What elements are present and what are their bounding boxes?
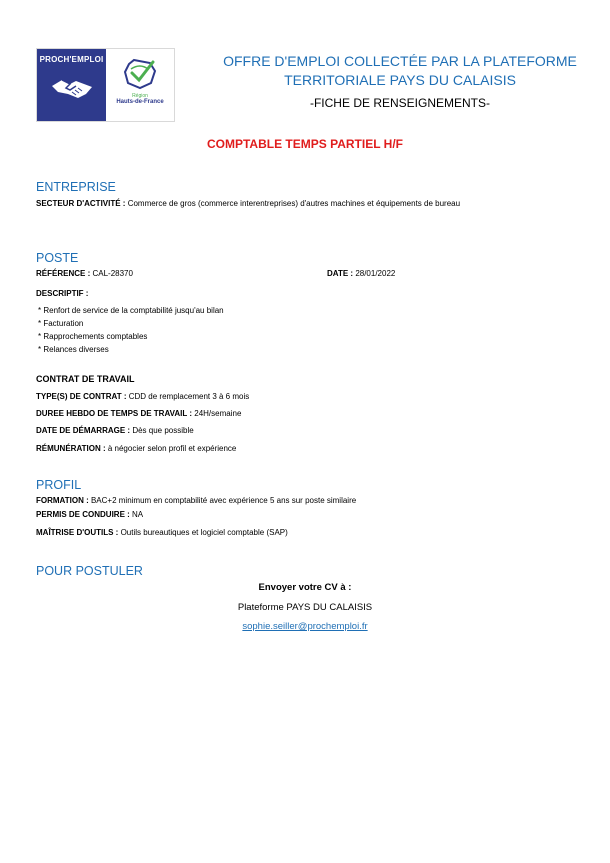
- logo-right-panel: [106, 49, 174, 121]
- descriptif-label: DESCRIPTIF :: [36, 289, 89, 298]
- logo-left-panel: [37, 49, 106, 121]
- job-title: COMPTABLE TEMPS PARTIEL H/F: [206, 137, 403, 151]
- section-heading-postuler: POUR POSTULER: [36, 564, 143, 578]
- permis-label: PERMIS DE CONDUIRE :: [36, 510, 130, 519]
- reference-row: [36, 269, 133, 279]
- title-line-2: TERRITORIALE PAYS DU CALAISIS: [284, 72, 516, 88]
- section-heading-entreprise: ENTREPRISE: [36, 180, 116, 194]
- date-demarrage-value: Dès que possible: [132, 426, 194, 435]
- logo-brand-text: PROCH'EMPLOI: [39, 55, 104, 64]
- reference-value: CAL-28370: [92, 269, 133, 278]
- outils-value: Outils bureautiques et logiciel comptable (SAP): [120, 528, 288, 537]
- remuneration-label: RÉMUNÉRATION :: [36, 444, 106, 453]
- section-heading-poste: POSTE: [36, 251, 79, 265]
- remuneration-row: [36, 444, 236, 454]
- document-subtitle: -FICHE DE RENSEIGNEMENTS-: [309, 96, 490, 110]
- secteur-activite-row: [36, 199, 460, 209]
- formation-row: [36, 496, 356, 506]
- secteur-label: SECTEUR D'ACTIVITÉ :: [36, 199, 126, 208]
- section-heading-profil: PROFIL: [36, 478, 82, 492]
- duree-hebdo-row: [36, 409, 241, 419]
- formation-value: BAC+2 minimum en comptabilité avec expérience 5 ans sur poste similaire: [90, 496, 357, 505]
- list-item: * Renfort de service de la comptabilité jusqu'au bilan: [38, 306, 224, 315]
- envoyer-cv-text: Envoyer votre CV à :: [258, 582, 352, 593]
- type-contrat-value: CDD de remplacement 3 à 6 mois: [128, 392, 250, 401]
- duree-hebdo-label: DUREE HEBDO DE TEMPS DE TRAVAIL :: [36, 409, 193, 418]
- date-demarrage-label: DATE DE DÉMARRAGE :: [36, 426, 131, 435]
- list-item: * Facturation: [38, 319, 84, 328]
- plateforme-name: Plateforme PAYS DU CALAISIS: [237, 602, 373, 613]
- secteur-value: Commerce de gros (commerce interentreprises) d'autres machines et équipements de bureau: [127, 199, 461, 208]
- formation-label: FORMATION :: [36, 496, 89, 505]
- permis-value: NA: [132, 510, 144, 519]
- handshake-icon: [50, 72, 94, 102]
- date-value: 28/01/2022: [355, 269, 396, 278]
- date-row: [327, 269, 395, 279]
- prochemploi-logo: [36, 48, 175, 122]
- remuneration-value: à négocier selon profil et expérience: [107, 444, 237, 453]
- region-name: Hauts-de-France: [116, 99, 164, 105]
- document-title: [200, 52, 600, 90]
- email-link[interactable]: sophie.seiller@prochemploi.fr: [242, 621, 368, 632]
- date-demarrage-row: [36, 426, 194, 436]
- type-contrat-row: [36, 392, 249, 402]
- outils-row: [36, 528, 288, 538]
- permis-row: [36, 510, 143, 520]
- region-label: Région: [132, 93, 148, 99]
- outils-label: MAÎTRISE D'OUTILS :: [36, 528, 119, 537]
- hauts-de-france-map-icon: [120, 57, 160, 91]
- contrat-heading: CONTRAT DE TRAVAIL: [36, 374, 135, 384]
- reference-label: RÉFÉRENCE :: [36, 269, 91, 278]
- email-row: [0, 621, 610, 632]
- list-item: * Rapprochements comptables: [38, 332, 148, 341]
- type-contrat-label: TYPE(S) DE CONTRAT :: [36, 392, 127, 401]
- list-item: * Relances diverses: [38, 345, 109, 354]
- date-label: DATE :: [327, 269, 354, 278]
- title-line-1: OFFRE D'EMPLOI COLLECTÉE PAR LA PLATEFORME: [223, 53, 577, 69]
- duree-hebdo-value: 24H/semaine: [194, 409, 242, 418]
